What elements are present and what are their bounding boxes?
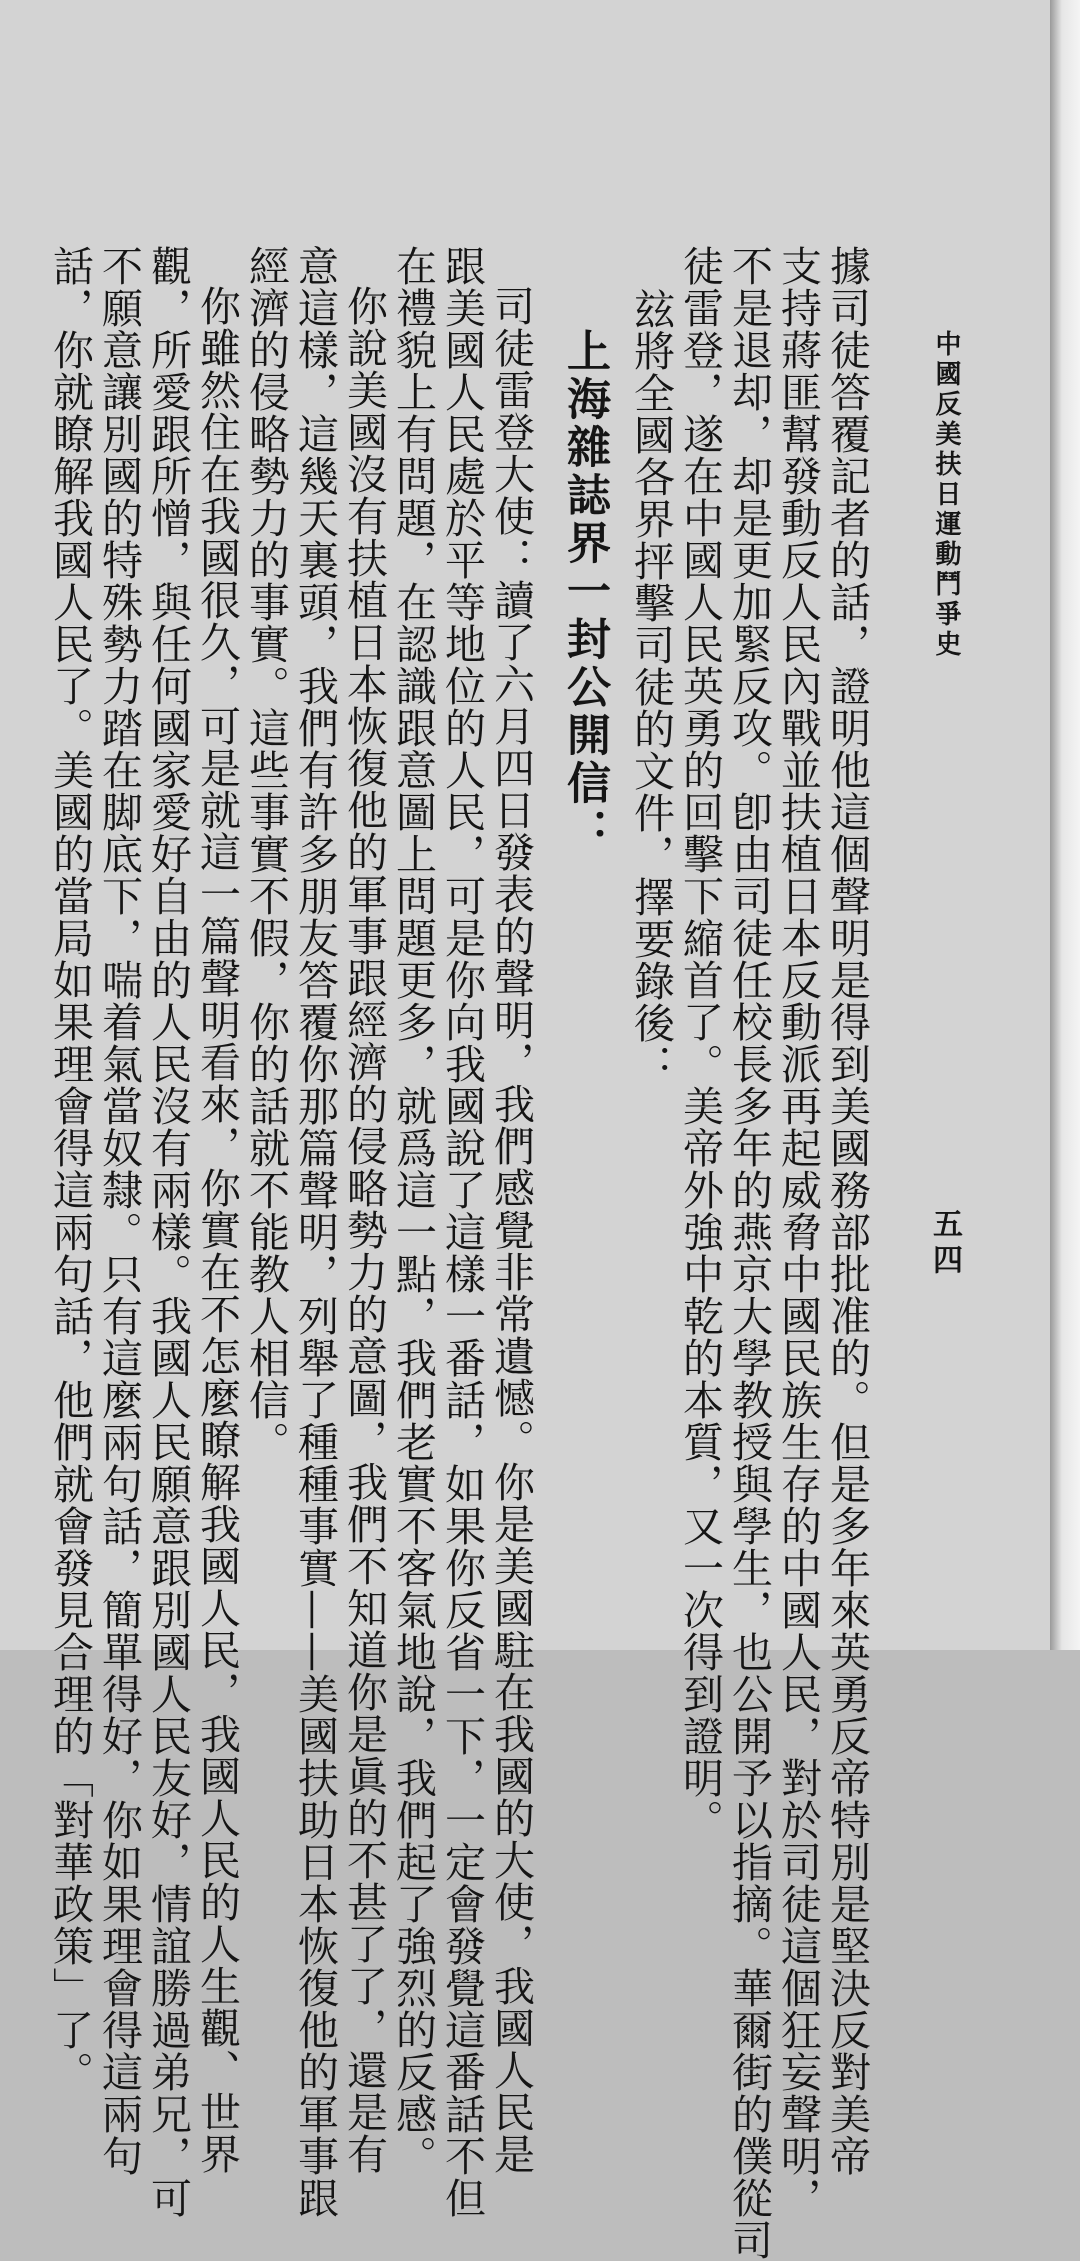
text-column: 話，你就瞭解我國人民了。美國的當局如果理會得這兩句話，他們就會發見合理的「對華政策」了。 [46,245,94,2093]
text-column: 不願意讓別國的特殊勢力踏在脚底下，喘着氣當奴隸。只有這麼兩句話，簡單得好，你如果理會得這兩句 [95,245,143,2177]
text-column: 不是退却，却是更加緊反攻。卽由司徒任校長多年的燕京大學教授與學生，也公開予以指摘。華爾街的僕從司 [725,245,773,2261]
section-heading: 上海雜誌界一封公開信： [559,328,610,856]
text-column: 跟美國人民處於平等地位的人民，可是你向我國說了這樣一番話，如果你反省一下，一定會發覺這番話不但 [438,245,486,2219]
page-edge [1050,0,1080,1650]
text-column: 徒雷登，遂在中國人民英勇的回擊下縮首了。美帝外強中乾的本質，又一次得到證明。 [676,245,724,1841]
text-column: 意這樣，這幾天裏頭，我們有許多朋友答覆你那篇聲明，列舉了種種事實——美國扶助日本恢復他的軍事跟 [291,245,339,2219]
text-column: 觀，所愛跟所憎，與任何國家愛好自由的人民沒有兩樣。我國人民願意跟別國人民友好，情誼勝過弟兄，可 [144,245,192,2219]
text-column: 司徒雷登大使：讀了六月四日發表的聲明，我們感覺非常遺憾。你是美國駐在我國的大使，我國人民是 [487,285,535,2175]
running-header-title: 中國反美扶日運動鬥爭史 [931,330,961,660]
text-column: 你說美國沒有扶植日本恢復他的軍事跟經濟的侵略勢力的意圖，我們不知道你是眞的不甚了了，還是有 [340,285,388,2175]
text-column: 玆將全國各界抨擊司徒的文件，擇要錄後： [627,288,675,1086]
page-number: 五四 [927,1208,962,1280]
text-column: 據司徒答覆記者的話，證明他這個聲明是得到美國務部批准的。但是多年來英勇反帝特別是堅決反對美帝 [823,245,871,2177]
text-column: 在禮貌上有問題，在認識跟意圖上問題更多，就爲這一點，我們老實不客氣地說，我們起了強烈的反感。 [389,245,437,2177]
text-column: 你雖然住在我國很久，可是就這一篇聲明看來，你實在不怎麼瞭解我國人民，我國人民的人生觀、世界 [193,285,241,2175]
text-column: 經濟的侵略勢力的事實。這些事實不假，你的話就不能教人相信。 [242,245,290,1463]
text-column: 支持蔣匪幫發動反人民內戰並扶植日本反動派再起威脅中國民族生存的中國人民，對於司徒這個狂妄聲明， [774,245,822,2219]
